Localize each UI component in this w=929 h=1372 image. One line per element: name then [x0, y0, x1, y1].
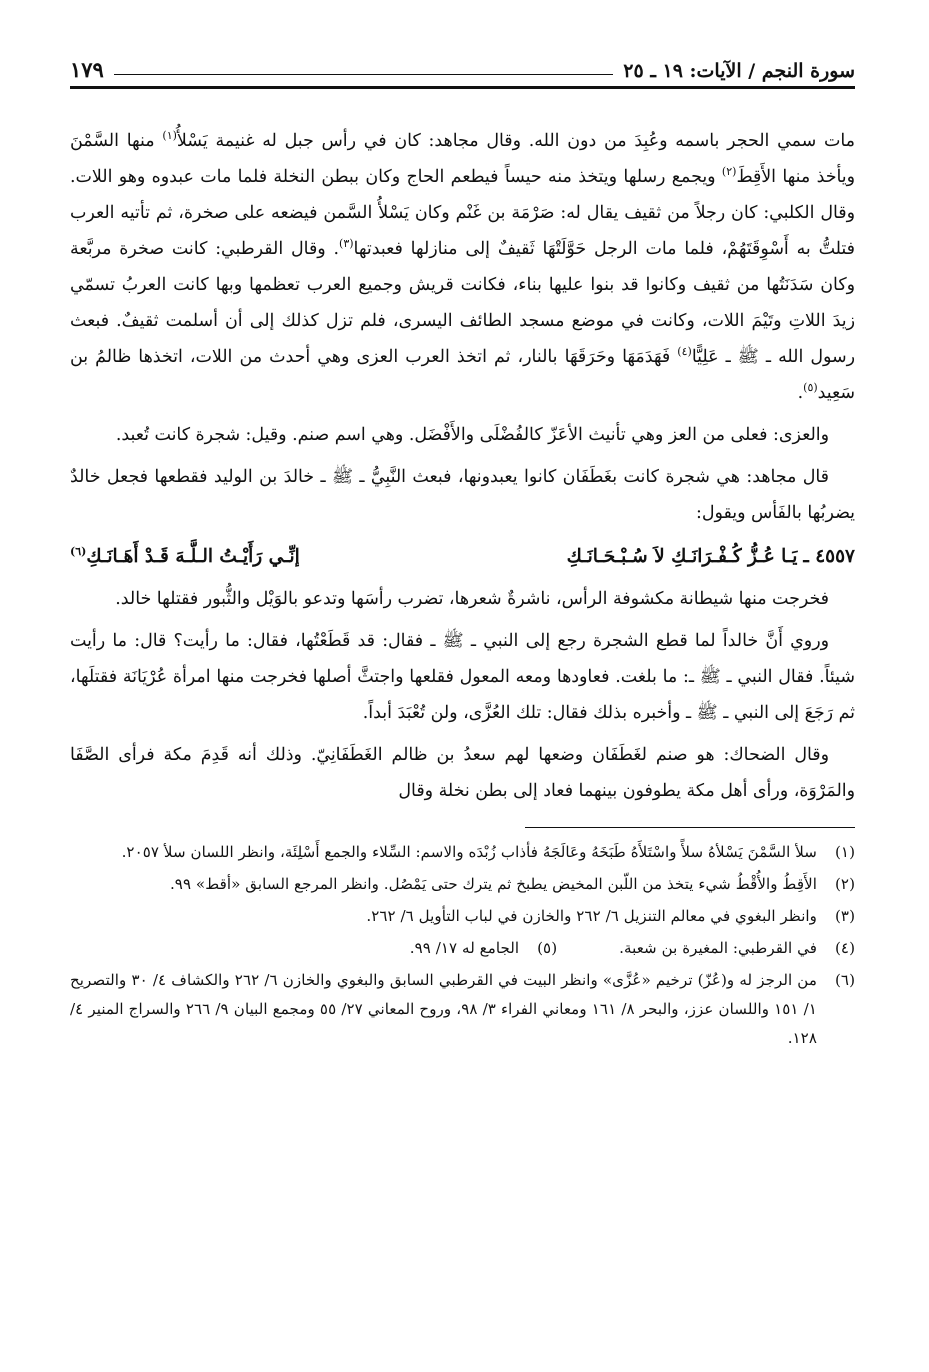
header-title: سورة النجم / الآيات: ١٩ ـ ٢٥	[623, 60, 855, 82]
footnote-number: (٤)	[834, 939, 855, 957]
paragraph: فخرجت منها شيطانة مكشوفة الرأس، ناشرةٌ شعرها، تضرب رأسَها وتدعو بالوَيْل والثُّبور فقتلها خالد.	[115, 589, 829, 609]
header-underline	[70, 86, 855, 89]
footnote-row	[70, 934, 855, 963]
footnote-text: الأَقِطُ والأُقْطُ شيء يتخذ من اللّبن المخيض يطبخ ثم يترك حتى يَمْصُل. وانظر المرجع السابق «أقط» ٩٩.	[169, 875, 817, 893]
footnote-separator	[525, 827, 855, 828]
verse-hemistich-first: يَـا عُـزُّ كُـفْـرَانَـكِ لاَ سُـبْـحَـانَـكِ	[566, 546, 798, 567]
footnote-number: (٣)	[834, 907, 855, 925]
paragraph: وروي أَنَّ خالداً لما قطع الشجرة رجع إلى النبي ـ ﷺ ـ فقال: قد قَطَعْتُها، فقال: ما رأيت؟ قال: ما رأيت شيئاً. فقال النبي ـ ﷺ ـ: ما بلغت. فعاودها ومعه المعول فقلعها واجتثَّ أصلها فخرجت منها امرأة عُرْيَانَة فقتلَها، ثم رَجَعَ إلى النبي ـ ﷺ ـ وأخبره بذلك فقال: تلك العُزَّى، ولن تُعْبَدَ أبداً.	[70, 631, 855, 723]
footnote-ref: (٦)	[70, 544, 87, 558]
verse-hemistich-second: إنِّـي رَأَيْـتُ الـلَّـهَ قَـدْ أَهَـانَـكِ$^{(٦)}$	[70, 544, 300, 567]
footnote-number: (٢)	[834, 875, 855, 893]
paragraph: قال مجاهد: هي شجرة كانت بغَطَفَان كانوا يعبدونها، فبعث النَّبِيُّ ـ ﷺ ـ خالدَ بن الوليد فقطعها فجعل خالدٌ يضربُها بالفَأس ويقول:	[70, 467, 855, 523]
footnote-number: (٥)	[537, 939, 558, 957]
footnote-ref: (١)	[162, 129, 177, 143]
footnote-text: في القرطبي: المغيرة بن شعبة.	[619, 939, 817, 957]
footnote-ref: (٢)	[721, 165, 737, 179]
header-rule	[114, 74, 613, 75]
footnote-item	[70, 870, 855, 899]
footnote-text: وانظر البغوي في معالم التنزيل ٦/ ٢٦٢ والخازن في لباب التأويل ٦/ ٢٦٢.	[366, 907, 817, 925]
paragraph: والعزى: فعلى من العز وهي تأنيث الأعَزّ كالفُضْلَى والأَفْضَل. وهي اسم صنم. وقيل: شجرة كانت تُعبد.	[115, 425, 829, 445]
page-number: ١٧٩	[70, 57, 104, 82]
paragraph: وقال الضحاك: هو صنم لغَطَفَان وضعها لهم سعدُ بن ظالم الغَطَفَانِيّ. وذلك أنه قَدِمَ مكة فرأى الصَّفَا والمَرْوَة، ورأى أهل مكة يطوفون بينهما فعاد إلى بطن نخلة وقال	[70, 745, 855, 801]
footnote-text: من الرجز له و(عُزّ) ترخيم «عُزَّى» وانظر البيت في القرطبي السابق والبغوي والخازن ٦/ ٢٦٢ والكشاف ٤/ ٣٠ والتصريح ١/ ١٥١ واللسان عزز، والبحر ٨/ ١٦١ ومعاني الفراء ٣/ ٩٨، وروح المعاني ٢٧/ ٥٥ ومجمع البيان ٩/ ٢٦٦ والسراج المنير ٤/ ١٢٨.	[70, 971, 817, 1047]
footnote-text: سلأ السَّمْنَ يَسْلأهُ سلأً واسْتَلأَهُ طَبَخَهُ وعَالَجَهُ فأذاب زُبْدَه والاسم: السِّلاء والجمع أَسْلِئَة، وانظر اللسان سلأ ٢٠٥٧.	[121, 843, 817, 861]
footnote-item	[70, 902, 855, 931]
main-text	[70, 123, 855, 809]
running-header	[70, 52, 855, 82]
poetry-verse	[70, 537, 855, 577]
verse-number: ٤٥٥٧ ـ	[803, 546, 855, 567]
footnote-ref: (٥)	[803, 381, 818, 395]
footnote-number: (٦)	[834, 971, 855, 989]
footnote-ref: (٤)	[677, 345, 692, 359]
footnote-item	[70, 966, 855, 1053]
footnote-item	[70, 838, 855, 867]
footnote-number: (١)	[834, 843, 855, 861]
footnotes	[70, 838, 855, 1053]
footnote-text: الجامع له ١٧/ ٩٩.	[409, 939, 520, 957]
paragraph: مات سمي الحجر باسمه وعُبِدَ من دون الله. وقال مجاهد: كان في رأس جبل له غنيمة يَسْلأُ$^{(١)}$ منها السَّمْنَ ويأخذ منها الأَقِطَ$^{(٢)}$ ويجمع رسلها ويتخذ منه حيساً فيطعم الحاج وكان ببطن النخلة فلما مات عبدوه وهو اللات. وقال الكلبي: كان رجلاً من ثقيف يقال له: صَرْمَة بن غَنْم وكان يَسْلأُ السَّمن فيضعه على صخرة، ثم تأتيه العرب فتلتُّ به أَسْوِقَتَهُمْ، فلما مات الرجل حَوَّلَتْهَا ثَقيفٌ إلى منازلها فعبدتها$^{(٣)}$. وقال القرطبي: كانت صخرة مربَّعة وكان سَدَنَتُها من ثقيف وكانوا قد بنوا عليها بناء، فكانت قريش وجميع العرب تعظمها وبها كانت العربُ تسمّي زيدَ اللاتِ وتَيْمَ اللات، وكانت في موضع مسجد الطائف اليسرى، فلم تزل كذلك إلى أن أسلمت ثقيفٌ. فبعث رسول الله ـ ﷺ ـ عَلِيًّا$^{(٤)}$ فَهَدَمَهَا وحَرَقَهَا بالنار، ثم اتخذ العرب العزى وهي أحدث من اللات، اتخذها ظالمُ بن سَعِيد$^{(٥)}$.	[70, 129, 855, 403]
footnote-ref: (٣)	[339, 237, 354, 251]
book-page	[70, 52, 855, 1352]
